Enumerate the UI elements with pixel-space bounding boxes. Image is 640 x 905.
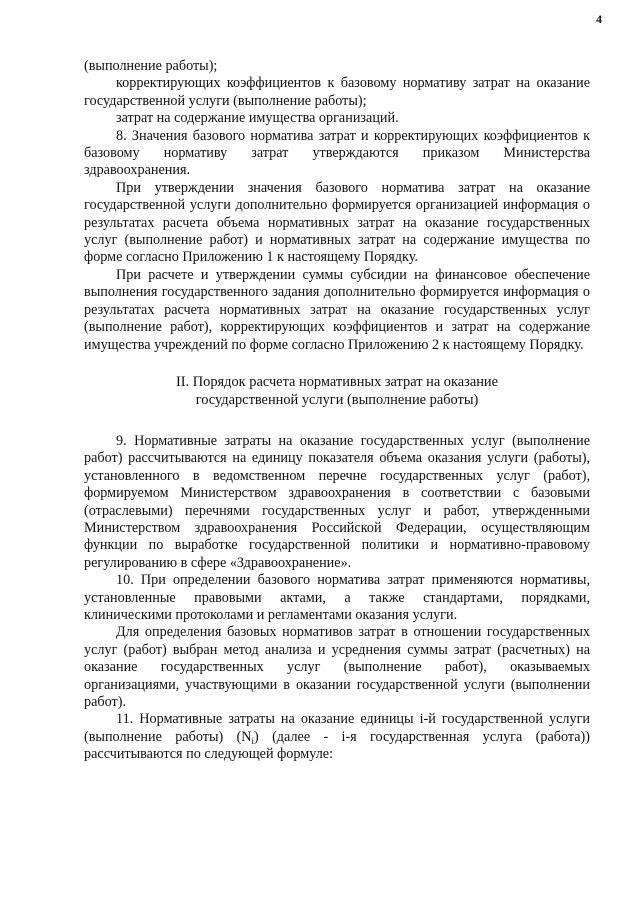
paragraph: затрат на содержание имущества организаций.: [116, 110, 399, 127]
subscript-index: i: [251, 735, 255, 746]
paragraph-item-8: 8. Значения базового норматива затрат и корректирующих коэффициентов к базовому нормативу затрат утверждаются приказом Министерства здравоохранения.: [84, 127, 590, 179]
section-heading-line: II. Порядок расчета нормативных затрат на оказание: [175, 373, 499, 390]
paragraph-text: 11. Нормативные затраты на оказание единицы i-й государственной услуги (выполнение работы) (N: [84, 711, 590, 745]
paragraph: При расчете и утверждении суммы субсидии на финансовое обеспечение выполнения государственного задания дополнительно формируется информация о результатах расчета нормативных затрат на оказание государственных услуг (выполнение работ), корректирующих коэффициентов и затрат на содержание имущества учреждений по форме согласно Приложению 2 к настоящему Порядку.: [84, 266, 590, 353]
page-number: 4: [596, 12, 602, 26]
paragraph: Для определения базовых нормативов затрат в отношении государственных услуг (работ) выбран метод анализа и усреднения суммы затрат (расчетных) на оказание государственных услуг (выполнение работ), оказываемых организациями, участвующими в оказании государственной услуги (выполнении работ).: [84, 624, 590, 710]
paragraph-item-10: 10. При определении базового норматива затрат применяются нормативы, установленные правовыми актами, а также стандартами, порядками, клиническими протоколами и регламентами оказания услуги.: [84, 572, 590, 623]
section-heading: [84, 373, 590, 409]
paragraph: При утверждении значения базового норматива затрат на оказание государственной услуги дополнительно формируется организацией информация о результатах расчета объема нормативных затрат на оказание государственных услуг (выполнение работ) и нормативных затрат на содержание имущества по форме согласно Приложению 1 к настоящему Порядку.: [84, 179, 590, 266]
paragraph: корректирующих коэффициентов к базовому нормативу затрат на оказание государственной услуги (выполнение работы);: [84, 75, 590, 109]
paragraph-item-11: [84, 711, 590, 763]
paragraph: (выполнение работы);: [84, 58, 218, 74]
section-heading-line: государственной услуги (выполнение работы): [195, 391, 479, 408]
paragraph-text: ) (далее - i-я государственная услуга (работа)) рассчитываются по следующей формуле:: [84, 728, 590, 763]
document-body: [84, 58, 590, 764]
paragraph-item-9: 9. Нормативные затраты на оказание государственных услуг (выполнение работ) рассчитываются на единицу показателя объема оказания услуги (работы), установленного в ведомственном перечне государственных услуг (работ), формируемом Министерством здравоохранения в соответствии с базовыми (отраслевыми) перечнями государственных услуг и работ, утвержденными Министерством здравоохранения Российской Федерации, осуществляющим функции по выработке государственной политики и нормативно-правовому регулированию в сфере «Здравоохранение».: [84, 432, 590, 571]
